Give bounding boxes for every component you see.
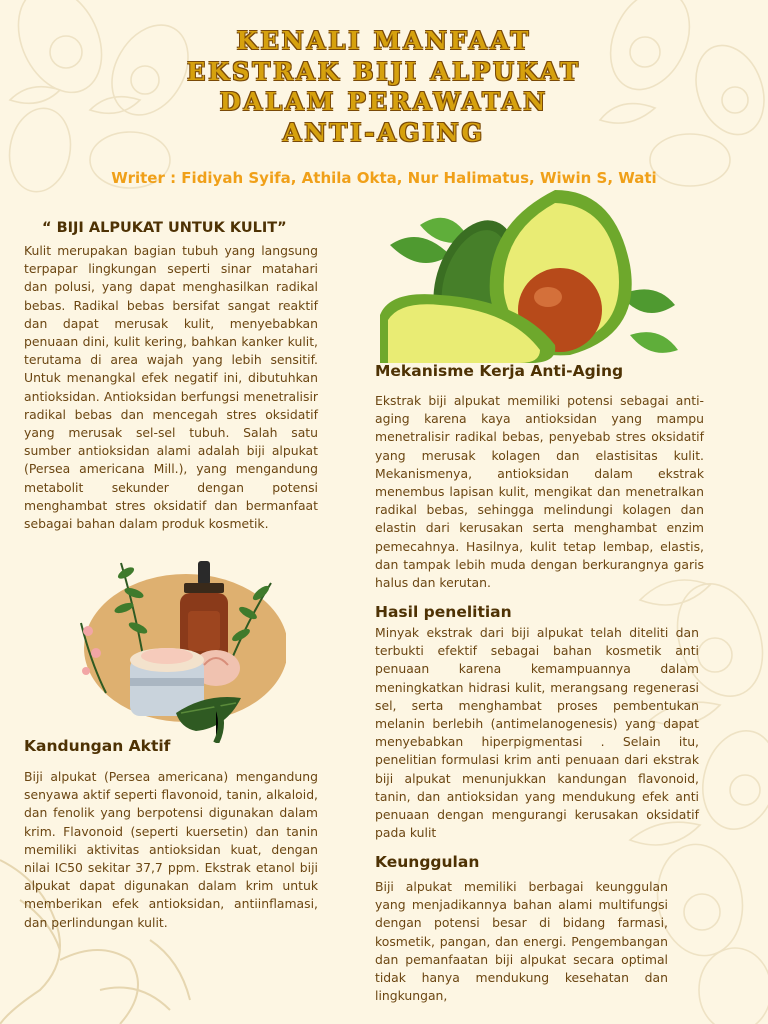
text-keunggulan: Biji alpukat memiliki berbagai keunggulan yang menjadikannya bahan alami multifungsi dengan potensi besar di bidang farmasi, kosmetik, pangan, dan energi. Pengembangan dan pemanfaatan biji alpukat secara optimal tidak hanya mendukung kesehatan dan lingkungan, [375, 879, 668, 1004]
poster-title [0, 26, 768, 148]
title-line-2: EKSTRAK BIJI ALPUKAT [186, 56, 582, 86]
heading-hasil-penelitian: Hasil penelitian [375, 603, 512, 621]
skincare-cream-illustration [76, 553, 286, 743]
title-line-1: KENALI MANFAAT [236, 26, 532, 55]
heading-mekanisme: Mekanisme Kerja Anti-Aging [375, 362, 624, 380]
heading-kandungan-aktif: Kandungan Aktif [24, 737, 171, 755]
title-line-4: ANTI-AGING [282, 117, 486, 147]
text-hasil-penelitian: Minyak ekstrak dari biji alpukat telah diteliti dan terbukti efektif sebagai bahan kosmetik anti penuaan karena kemampuannya dalam meningkatkan hidrasi kulit, merangsang regenerasi sel, serta menghambat proses pembentukan melanin berlebih (antimelanogenesis) yang dapat menyebabkan hiperpigmentasi . Selain itu, penelitian formulasi krim anti penuaan dari ekstrak biji alpukat menunjukkan kandungan flavonoid, tanin, dan antioksidan yang mendukung efek anti penuaan dengan mengurangi kerusakan oksidatif pada kulit [375, 625, 699, 841]
writer-credit: Writer : Fidiyah Syifa, Athila Okta, Nur Halimatus, Wiwin S, Wati [111, 169, 657, 187]
text-kandungan-aktif: Biji alpukat (Persea americana) mengandung senyawa aktif seperti flavonoid, tanin, alkaloid, dan fenolik yang berpotensi digunakan dalam krim. Flavonoid (seperti kuersetin) dan tanin memiliki aktivitas antioksidan kuat, dengan nilai IC50 sekitar 37,7 ppm. Ekstrak etanol biji alpukat dapat digunakan dalam krim untuk memberikan efek antioksidan, antiinflamasi, dan perlindungan kulit. [24, 769, 318, 930]
avocado-illustration [380, 185, 678, 363]
text-biji-alpukat: Kulit merupakan bagian tubuh yang langsung terpapar lingkungan seperti sinar matahari dan polusi, yang dapat menghasilkan radikal bebas. Radikal bebas bersifat sangat reaktif dan dapat merusak kulit, menyebabkan penuaan dini, kulit kering, bahkan kanker kulit, terutama di area wajah yang lebih sensitif. Untuk menangkal efek negatif ini, dibutuhkan antioksidan. Antioksidan berfungsi menetralisir radikal bebas dan mencegah stres oksidatif yang merusak sel-sel tubuh. Salah satu sumber antioksidan alami adalah biji alpukat (Persea americana Mill.), yang mengandung metabolit sekunder dengan potensi menghambat stres oksidatif dan bermanfaat sebagai bahan dalam produk kosmetik. [24, 243, 318, 532]
text-mekanisme: Ekstrak biji alpukat memiliki potensi sebagai anti-aging karena kaya antioksidan yang mampu menetralisir radikal bebas, penyebab stres oksidatif yang merusak kolagen dan elastisitas kulit. Mekanismenya, antioksidan dalam ekstrak menembus lapisan kulit, mengikat dan menetralkan radikal bebas, sehingga melindungi kolagen dan elastin dari kerusakan serta menghambat enzim pemecahnya. Hasilnya, kulit tetap lembap, elastis, dan tampak lebih muda dengan berkurangnya garis halus dan kerutan. [375, 393, 704, 591]
heading-keunggulan: Keunggulan [375, 853, 480, 871]
heading-biji-alpukat: “ BIJI ALPUKAT UNTUK KULIT” [42, 220, 287, 236]
title-line-3: DALAM PERAWATAN [219, 87, 549, 116]
